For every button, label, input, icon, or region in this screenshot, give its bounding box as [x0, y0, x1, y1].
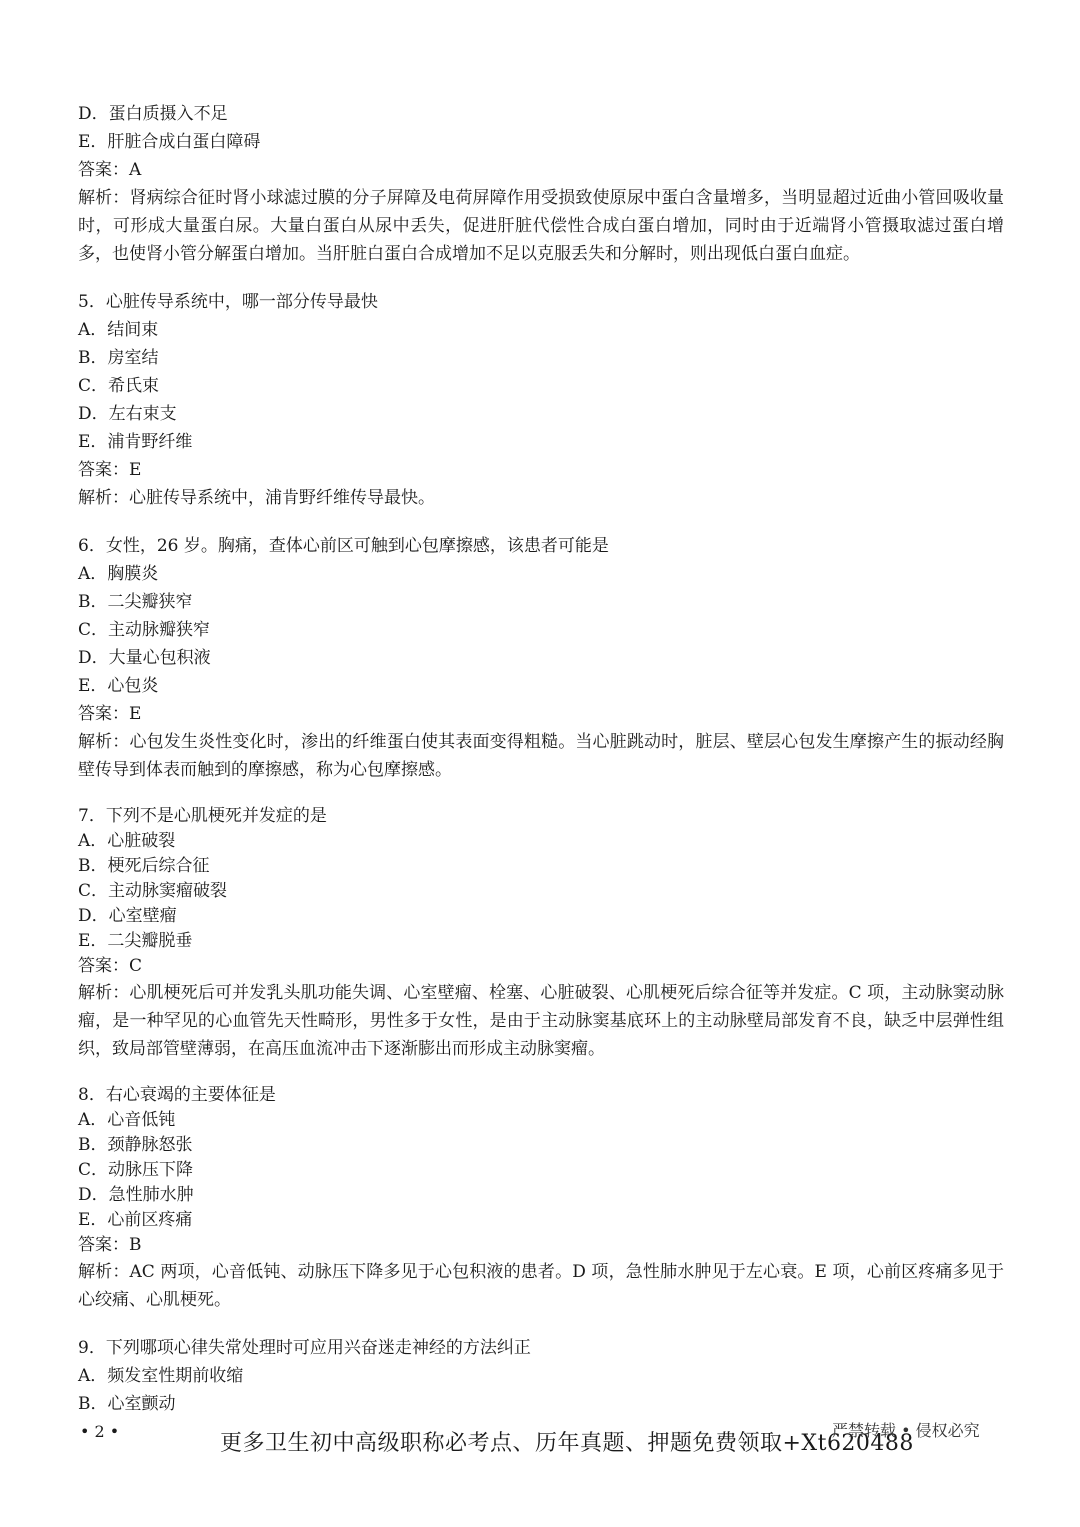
question-8 — [78, 1083, 1004, 1314]
option-e: E．二尖瓣脱垂 — [78, 931, 193, 951]
option-d: D．心室壁瘤 — [78, 906, 177, 926]
option-e: E．心包炎 — [78, 676, 159, 696]
option-b: B．房室结 — [78, 348, 159, 368]
answer: 答案：E — [78, 460, 142, 480]
question-7 — [78, 804, 1004, 1063]
option-c: C．动脉压下降 — [78, 1160, 194, 1180]
question-6 — [78, 532, 1004, 784]
promo-text: 更多卫生初中高级职称必考点、历年真题、押题免费领取+Xt620488 — [220, 1431, 914, 1456]
analysis: 解析：心包发生炎性变化时，渗出的纤维蛋白使其表面变得粗糙。当心脏跳动时，脏层、壁层心包发生摩擦产生的振动经胸壁传导到体表而触到的摩擦感，称为心包摩擦感。 — [78, 732, 1004, 780]
analysis: 解析：肾病综合征时肾小球滤过膜的分子屏障及电荷屏障作用受损致使原尿中蛋白含量增多，当明显超过近曲小管回吸收量时，可形成大量蛋白尿。大量白蛋白从尿中丢失，促进肝脏代偿性合成白蛋白增加，同时由于近端肾小管摄取滤过蛋白增多，也使肾小管分解蛋白增加。当肝脏白蛋白合成增加不足以克服丢失和分解时，则出现低白蛋白血症。 — [78, 188, 1004, 264]
page-number: • 2 • — [80, 1422, 120, 1441]
option-d: D．急性肺水肿 — [78, 1185, 194, 1205]
analysis: 解析：心肌梗死后可并发乳头肌功能失调、心室壁瘤、栓塞、心脏破裂、心肌梗死后综合征等并发症。C 项，主动脉窦动脉瘤，是一种罕见的心血管先天性畸形，男性多于女性，是由于主动脉窦基底环上的主动脉壁局部发育不良，缺乏中层弹性组织，致局部管壁薄弱，在高压血流冲击下逐渐膨出而形成主动脉窦瘤。 — [78, 983, 1004, 1059]
copyright-notice: 严禁转载 • 侵权必究 — [832, 1421, 980, 1440]
question-5 — [78, 288, 1004, 512]
option-b: B．颈静脉怒张 — [78, 1135, 193, 1155]
option-e: E．心前区疼痛 — [78, 1210, 193, 1230]
question-stem: 6．女性，26 岁。胸痛，查体心前区可触到心包摩擦感，该患者可能是 — [78, 536, 609, 556]
option-b: B．二尖瓣狭窄 — [78, 592, 193, 612]
answer: 答案：A — [78, 160, 142, 180]
option-a: A．心音低钝 — [78, 1110, 176, 1130]
option-b: B．梗死后综合征 — [78, 856, 210, 876]
question-4-tail — [78, 100, 1004, 268]
option-d: D．左右束支 — [78, 404, 177, 424]
option-a: A．频发室性期前收缩 — [78, 1366, 244, 1386]
option-d: D．大量心包积液 — [78, 648, 211, 668]
option-d: D．蛋白质摄入不足 — [78, 104, 228, 124]
question-stem: 8．右心衰竭的主要体征是 — [78, 1085, 276, 1105]
analysis: 解析：AC 两项，心音低钝、动脉压下降多见于心包积液的患者。D 项，急性肺水肿见于左心衰。E 项，心前区疼痛多见于心绞痛、心肌梗死。 — [78, 1262, 1004, 1310]
option-c: C．希氏束 — [78, 376, 160, 396]
option-a: A．胸膜炎 — [78, 564, 159, 584]
option-c: C．主动脉瓣狭窄 — [78, 620, 211, 640]
question-9 — [78, 1334, 1004, 1418]
answer: 答案：C — [78, 956, 143, 976]
option-e: E．肝脏合成白蛋白障碍 — [78, 132, 261, 152]
option-a: A．心脏破裂 — [78, 831, 176, 851]
option-a: A．结间束 — [78, 320, 159, 340]
page-footer — [0, 1418, 1080, 1478]
document-page — [78, 100, 1004, 1418]
question-stem: 5．心脏传导系统中，哪一部分传导最快 — [78, 292, 378, 312]
answer: 答案：E — [78, 704, 142, 724]
option-c: C．主动脉窦瘤破裂 — [78, 881, 228, 901]
question-stem: 7．下列不是心肌梗死并发症的是 — [78, 806, 327, 826]
answer: 答案：B — [78, 1235, 142, 1255]
question-stem: 9．下列哪项心律失常处理时可应用兴奋迷走神经的方法纠正 — [78, 1338, 531, 1358]
analysis: 解析：心脏传导系统中，浦肯野纤维传导最快。 — [78, 488, 435, 508]
option-b: B．心室颤动 — [78, 1394, 176, 1414]
option-e: E．浦肯野纤维 — [78, 432, 193, 452]
